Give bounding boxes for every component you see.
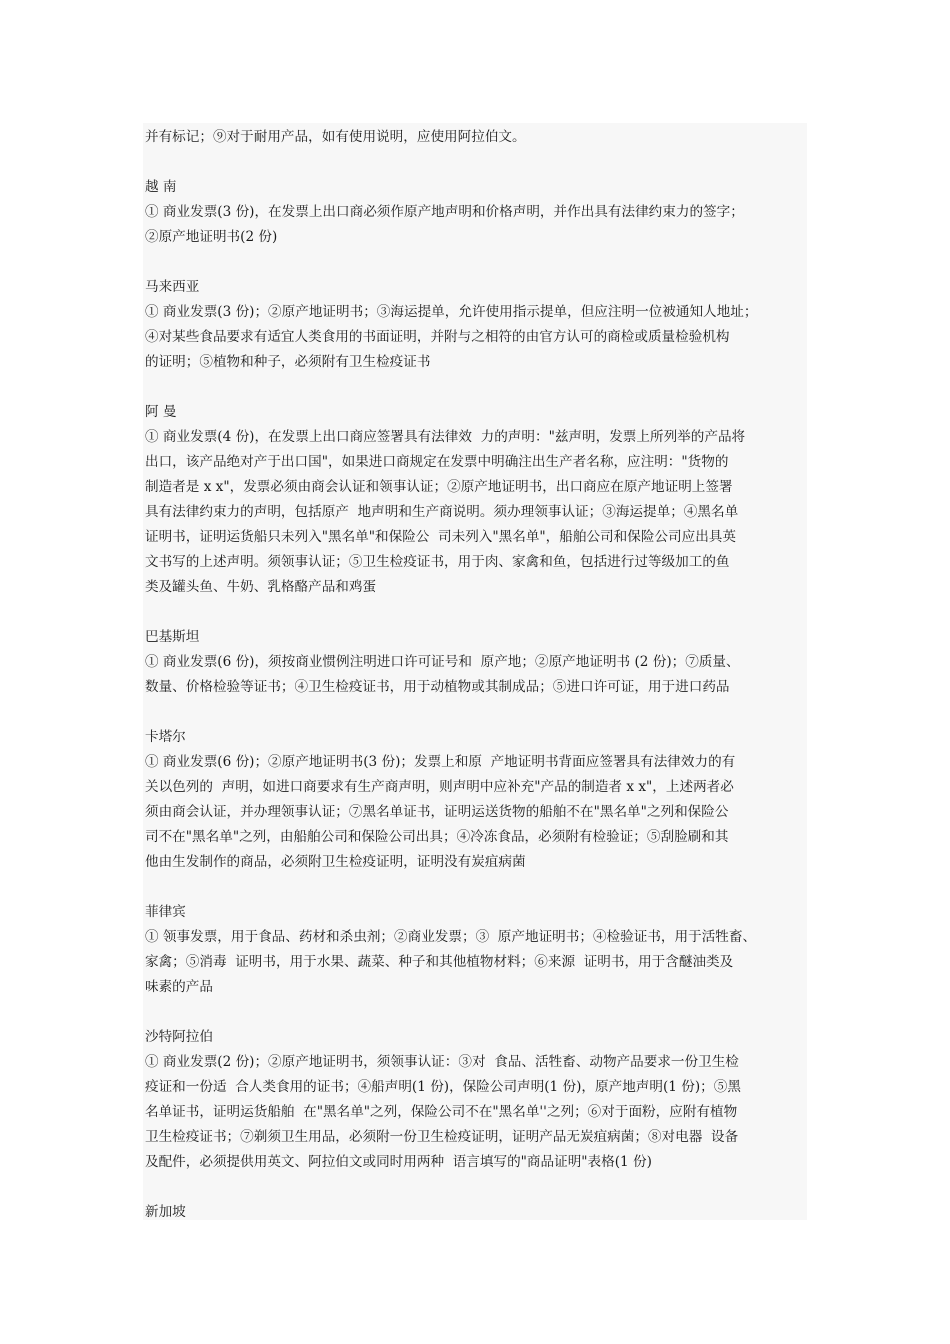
section-malaysia xyxy=(145,275,807,375)
requirement-line: ②原产地证明书(2 份) xyxy=(145,229,278,245)
section-qatar xyxy=(145,725,807,875)
requirement-line: 及配件，必须提供用英文、阿拉伯文或同时用两种 语言填写的"商品证明"表格(1 份) xyxy=(145,1154,652,1170)
requirement-line: 疫证和一份适 合人类食用的证书；④船声明(1 份)，保险公司声明(1 份)，原产地声明(1 份)；⑤黑 xyxy=(145,1079,741,1095)
requirement-line: 具有法律约束力的声明，包括原产 地声明和生产商说明。须办理领事认证；③海运提单；④黑名单 xyxy=(145,504,739,520)
requirement-line: ① 领事发票，用于食品、药材和杀虫剂；②商业发票；③ 原产地证明书；④检验证书，用于活牲畜、 xyxy=(145,929,757,945)
requirement-line: 数量、价格检验等证书；④卫生检疫证书，用于动植物或其制成品；⑤进口许可证，用于进口药品 xyxy=(145,679,730,695)
country-heading: 菲律宾 xyxy=(145,904,186,920)
requirement-line: ① 商业发票(4 份)，在发票上出口商应签署具有法律效 力的声明："兹声明，发票上所列举的产品将 xyxy=(145,429,746,445)
requirement-line: 类及罐头鱼、牛奶、乳格酪产品和鸡蛋 xyxy=(145,579,377,595)
requirement-line: ① 商业发票(6 份)，须按商业惯例注明进口许可证号和 原产地；②原产地证明书 (2 份)；⑦质量、 xyxy=(145,654,740,670)
requirement-line: 须由商会认证，并办理领事认证；⑦黑名单证书，证明运送货物的船舶不在"黑名单"之列和保险公 xyxy=(145,804,729,820)
country-heading: 新加坡 xyxy=(145,1204,186,1220)
requirement-line: 他由生发制作的商品，必须附卫生检疫证明，证明没有炭疽病菌 xyxy=(145,854,526,870)
country-heading: 阿 曼 xyxy=(145,404,177,420)
requirement-line: ① 商业发票(3 份)，在发票上出口商必须作原产地声明和价格声明，并作出具有法律约束力的签字； xyxy=(145,204,744,220)
requirement-line: 司不在"黑名单"之列，由船舶公司和保险公司出具；④冷冻食品，必须附有检验证；⑤刮脸刷和其 xyxy=(145,829,729,845)
requirement-line: 关以色列的 声明，如进口商要求有生产商声明，则声明中应补充"产品的制造者 x x"，上述两者必 xyxy=(145,779,734,795)
country-heading: 巴基斯坦 xyxy=(145,629,200,645)
requirement-line: ① 商业发票(6 份)；②原产地证明书(3 份)；发票上和原 产地证明书背面应签署具有法律效力的有 xyxy=(145,754,736,770)
section-philippines xyxy=(145,900,807,1000)
section-vietnam xyxy=(145,175,807,250)
requirement-line: 味素的产品 xyxy=(145,979,213,995)
spacer xyxy=(145,1175,807,1200)
requirement-line: 的证明；⑤植物和种子，必须附有卫生检疫证书 xyxy=(145,354,431,370)
requirement-line: 出口，该产品绝对产于出口国"，如果进口商规定在发票中明确注出生产者名称，应注明："货物的 xyxy=(145,454,729,470)
spacer xyxy=(145,600,807,625)
spacer xyxy=(145,700,807,725)
spacer xyxy=(145,250,807,275)
requirement-line: 制造者是 x x"，发票必须由商会认证和领事认证；②原产地证明书，出口商应在原产地证明上签署 xyxy=(145,479,733,495)
section-singapore xyxy=(145,1200,807,1225)
requirement-line: 卫生检疫证书；⑦剃须卫生用品，必须附一份卫生检疫证明，证明产品无炭疽病菌；⑧对电器 设备 xyxy=(145,1129,739,1145)
country-heading: 卡塔尔 xyxy=(145,729,186,745)
requirement-line: 家禽；⑤消毒 证明书，用于水果、蔬菜、种子和其他植物材料；⑥来源 证明书，用于含醚油类及 xyxy=(145,954,734,970)
section-oman xyxy=(145,400,807,600)
section-saudi-arabia xyxy=(145,1025,807,1175)
intro-paragraph: 并有标记；⑨对于耐用产品，如有使用说明，应使用阿拉伯文。 xyxy=(145,129,526,145)
requirement-line: ① 商业发票(2 份)；②原产地证明书，须领事认证：③对 食品、活牲畜、动物产品要求一份卫生检 xyxy=(145,1054,739,1070)
requirement-line: 文书写的上述声明。须领事认证；⑤卫生检疫证书，用于肉、家禽和鱼，包括进行过等级加工的鱼 xyxy=(145,554,730,570)
requirement-line: ① 商业发票(3 份)；②原产地证明书；③海运提单，允许使用指示提单，但应注明一位被通知人地址； xyxy=(145,304,758,320)
country-heading: 越 南 xyxy=(145,179,177,195)
spacer xyxy=(145,1000,807,1025)
section-pakistan xyxy=(145,625,807,700)
requirement-line: 名单证书，证明运货船舶 在"黑名单"之列，保险公司不在"黑名单''之列；⑥对于面粉，应附有植物 xyxy=(145,1104,738,1120)
spacer xyxy=(145,875,807,900)
country-heading: 沙特阿拉伯 xyxy=(145,1029,213,1045)
requirement-line: ④对某些食品要求有适宜人类食用的书面证明，并附与之相符的由官方认可的商检或质量检验机构 xyxy=(145,329,730,345)
spacer xyxy=(145,150,807,175)
spacer xyxy=(145,375,807,400)
document-body xyxy=(143,123,807,1220)
country-heading: 马来西亚 xyxy=(145,279,200,295)
requirement-line: 证明书，证明运货船只未列入"黑名单"和保险公 司未列入"黑名单"，船舶公司和保险公司应出具英 xyxy=(145,529,736,545)
